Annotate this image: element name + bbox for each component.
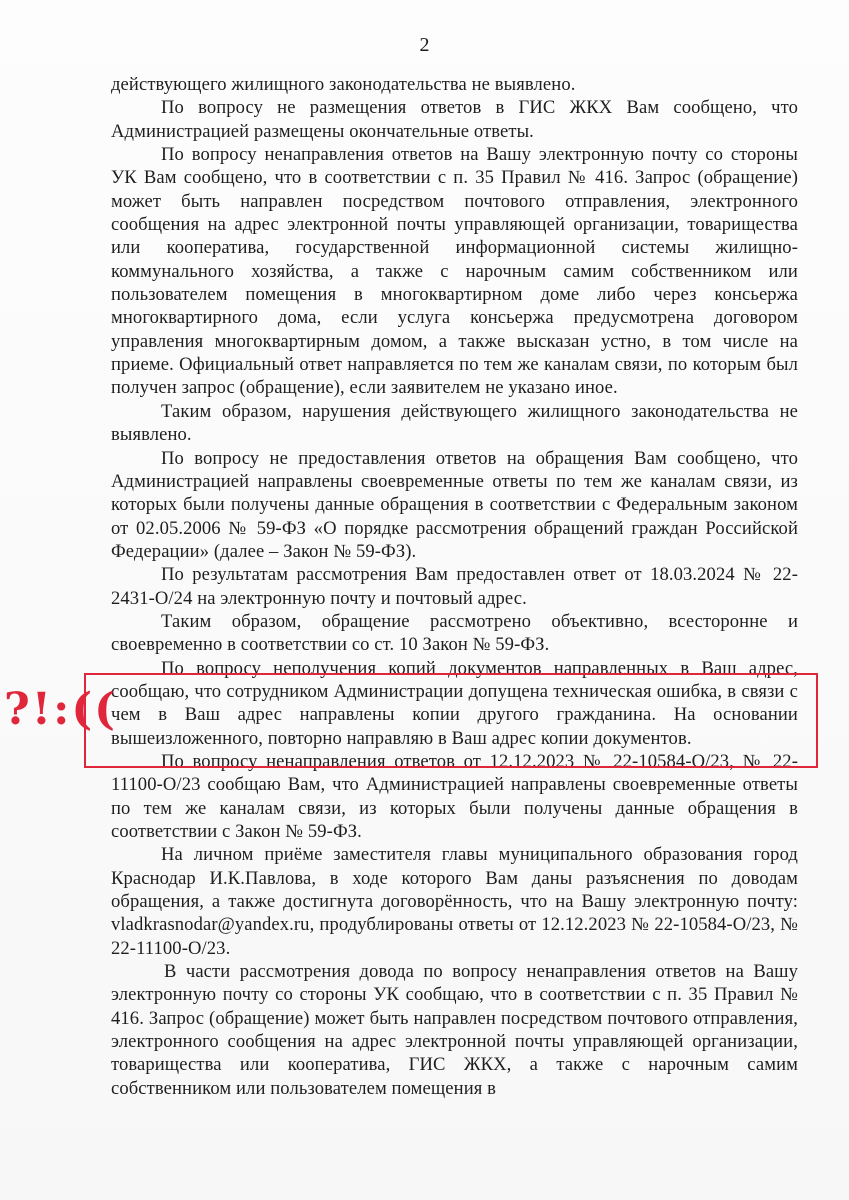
paragraph-4: Таким образом, нарушения действующего жилищного законодательства не выявлено.: [111, 400, 798, 446]
document-body: [111, 73, 798, 1100]
paragraph-3: По вопросу ненаправления ответов на Вашу электронную почту со стороны УК Вам сообщено, что в соответствии с п. 35 Правил № 416. Запрос (обращение) может быть направлен посредством почтового отправления, электронного сообщения на адрес электронной почты управляющей организации, товарищества или кооператива, государственной информационной системы жилищно-коммунального хозяйства, а также с нарочным самим собственником или пользователем помещения в многоквартирном доме либо через консьержа многоквартирного дома, если услуга консьержа предусмотрена договором управления многоквартирным домом, а также высказан устно, в том числе на приеме. Официальный ответ направляется по тем же каналам связи, по которым был получен запрос (обращение), если заявителем не указано иное.: [111, 144, 798, 399]
paragraph-9: По вопросу ненаправления ответов от 12.12.2023 № 22-10584-О/23, № 22-11100-О/23 сообщаю Вам, что Администрацией направлены своевременные ответы по тем же каналам связи, из которых были получены данные обращения в соответствии с Закон № 59-ФЗ.: [111, 750, 798, 842]
annotation-mark: ?!:((: [4, 684, 117, 735]
page-number: 2: [419, 34, 430, 56]
paragraph-7: Таким образом, обращение рассмотрено объективно, всесторонне и своевременно в соответствии со ст. 10 Закон № 59-ФЗ.: [111, 610, 798, 656]
paragraph-1: действующего жилищного законодательства не выявлено.: [111, 74, 576, 95]
paragraph-10: На личном приёме заместителя главы муниципального образования город Краснодар И.К.Павлова, в ходе которого Вам даны разъяснения по доводам обращения, а также достигнута договорённость, что на Вашу электронную почту: vladkrasnodar@yandex.ru, продублированы ответы от 12.12.2023 № 22-10584-О/23, № 22-11100-О/23.: [111, 844, 798, 959]
paragraph-2: По вопросу не размещения ответов в ГИС ЖКХ Вам сообщено, что Администрацией размещены окончательные ответы.: [111, 97, 798, 142]
paragraph-8-highlighted: По вопросу неполучения копий документов направленных в Ваш адрес, сообщаю, что сотрудником Администрации допущена техническая ошибка, в связи с чем в Ваш адрес направлены копии другого гражданина. На основании вышеизложенного, повторно направляю в Ваш адрес копии документов.: [111, 657, 798, 749]
paragraph-11: В части рассмотрения довода по вопросу ненаправления ответов на Вашу электронную почту со стороны УК сообщаю, что в соответствии с п. 35 Правил № 416. Запрос (обращение) может быть направлен посредством почтового отправления, электронного сообщения на адрес электронной почты управляющей организации, товарищества или кооператива, ГИС ЖКХ, а также с нарочным самим собственником или пользователем помещения в: [111, 961, 798, 1099]
paragraph-6: По результатам рассмотрения Вам предоставлен ответ от 18.03.2024 № 22-2431-О/24 на электронную почту и почтовый адрес.: [111, 564, 798, 609]
paragraph-5: По вопросу не предоставления ответов на обращения Вам сообщено, что Администрацией направлены своевременные ответы по тем же каналам связи, из которых были получены данные обращения в соответствии с Федеральным законом от 02.05.2006 № 59-ФЗ «О порядке рассмотрения обращений граждан Российской Федерации» (далее – Закон № 59-ФЗ).: [111, 447, 798, 562]
